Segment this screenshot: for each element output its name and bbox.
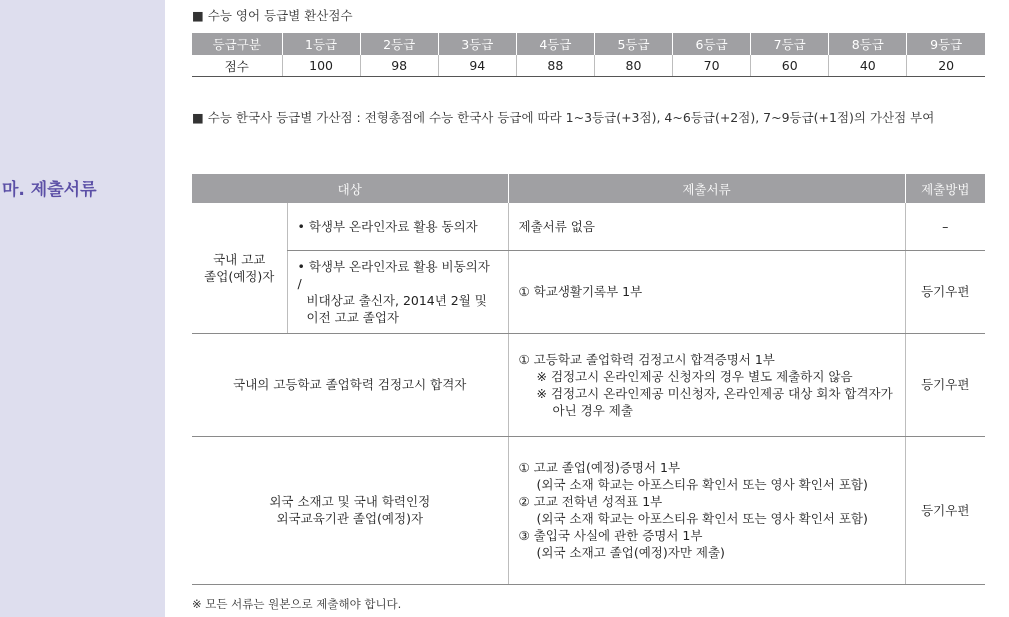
table-row (192, 333, 985, 436)
document-line: ② 고교 전학년 성적표 1부 (518, 494, 663, 509)
table-row (192, 250, 985, 333)
grade-header-cell: 2등급 (360, 33, 438, 55)
score-cell: 70 (673, 55, 751, 77)
footnote: ※ 모든 서류는 원본으로 제출해야 합니다. (192, 597, 402, 611)
document-line: 제출서류 없음 (518, 218, 595, 234)
grade-header-row (192, 33, 985, 55)
document-note-line: ※ 검정고시 온라인제공 미신청자, 온라인제공 대상 회차 합격자가 (536, 385, 893, 401)
grade-header-cell: 4등급 (516, 33, 594, 55)
method-cell: 등기우편 (905, 436, 985, 584)
score-cell: 88 (516, 55, 594, 77)
documents-cell (508, 436, 905, 584)
foreign-target-cell (192, 436, 508, 584)
score-cell: 80 (594, 55, 672, 77)
domestic-target-cell (192, 203, 287, 333)
grade-header-cell: 1등급 (282, 33, 360, 55)
documents-table (192, 174, 985, 585)
grade-header-cell: 5등급 (594, 33, 672, 55)
score-cell: 100 (282, 55, 360, 77)
subtarget-line: 이전 고교 졸업자 (306, 309, 399, 325)
subtarget-line: • 학생부 온라인자료 활용 동의자 (297, 218, 478, 234)
score-cell: 98 (360, 55, 438, 77)
grade-header-cell: 등급구분 (192, 33, 282, 55)
grade-header-cell: 3등급 (438, 33, 516, 55)
score-cell: 20 (907, 55, 985, 77)
score-cell: 40 (829, 55, 907, 77)
english-grade-table (192, 33, 985, 77)
document-line: ③ 출입국 사실에 관한 증명서 1부 (518, 528, 703, 543)
subtarget-line: 비대상교 출신자, 2014년 2월 및 (306, 292, 487, 308)
subtarget-line: • 학생부 온라인자료 활용 비동의자 / (297, 258, 490, 291)
documents-cell (508, 250, 905, 333)
domestic-label-line: 졸업(예정)자 (204, 268, 275, 284)
grade-header-cell: 7등급 (751, 33, 829, 55)
score-cell: 점수 (192, 55, 282, 77)
document-line: ① 고등학교 졸업학력 검정고시 합격증명서 1부 (518, 351, 775, 367)
document-line: ① 고교 졸업(예정)증명서 1부 (518, 460, 681, 475)
documents-cell (508, 203, 905, 250)
document-note-line: (외국 소재고 졸업(예정)자만 제출) (536, 545, 725, 560)
sidebar (0, 0, 165, 617)
domestic-subtarget-cell (287, 203, 508, 250)
method-cell: – (905, 203, 985, 250)
document-line: ① 학교생활기록부 1부 (518, 284, 643, 299)
document-note-line: ※ 검정고시 온라인제공 신청자의 경우 별도 제출하지 않음 (536, 368, 853, 384)
grade-header-cell: 8등급 (829, 33, 907, 55)
domestic-label-line: 국내 고교 (213, 251, 266, 267)
method-cell: 등기우편 (905, 333, 985, 436)
score-cell: 60 (751, 55, 829, 77)
header-method: 제출방법 (905, 174, 985, 203)
ged-target-cell: 국내의 고등학교 졸업학력 검정고시 합격자 (192, 333, 508, 436)
foreign-target-line: 외국교육기관 졸업(예정)자 (276, 511, 424, 526)
table-row (192, 203, 985, 250)
document-note-line: (외국 소재 학교는 아포스티유 확인서 또는 영사 확인서 포함) (536, 511, 868, 526)
foreign-target-line: 외국 소재고 및 국내 학력인정 (269, 494, 431, 509)
grade-header-cell: 9등급 (907, 33, 985, 55)
document-note-line: (외국 소재 학교는 아포스티유 확인서 또는 영사 확인서 포함) (536, 477, 868, 492)
grade-header-cell: 6등급 (673, 33, 751, 55)
history-bonus-note: ■ 수능 한국사 등급별 가산점 : 전형총점에 수능 한국사 등급에 따라 1~3등급(+3점), 4~6등급(+2점), 7~9등급(+1점)의 가산점 부여 (192, 110, 935, 125)
header-target: 대상 (192, 174, 508, 203)
header-documents: 제출서류 (508, 174, 905, 203)
documents-cell (508, 333, 905, 436)
method-cell: 등기우편 (905, 250, 985, 333)
score-cell: 94 (438, 55, 516, 77)
docs-header-row (192, 174, 985, 203)
document-note-line: 아닌 경우 제출 (552, 402, 633, 418)
section-title: 마. 제출서류 (2, 180, 97, 200)
score-row (192, 55, 985, 77)
english-score-heading: ■ 수능 영어 등급별 환산점수 (192, 8, 353, 23)
table-row (192, 436, 985, 584)
domestic-subtarget-cell (287, 250, 508, 333)
